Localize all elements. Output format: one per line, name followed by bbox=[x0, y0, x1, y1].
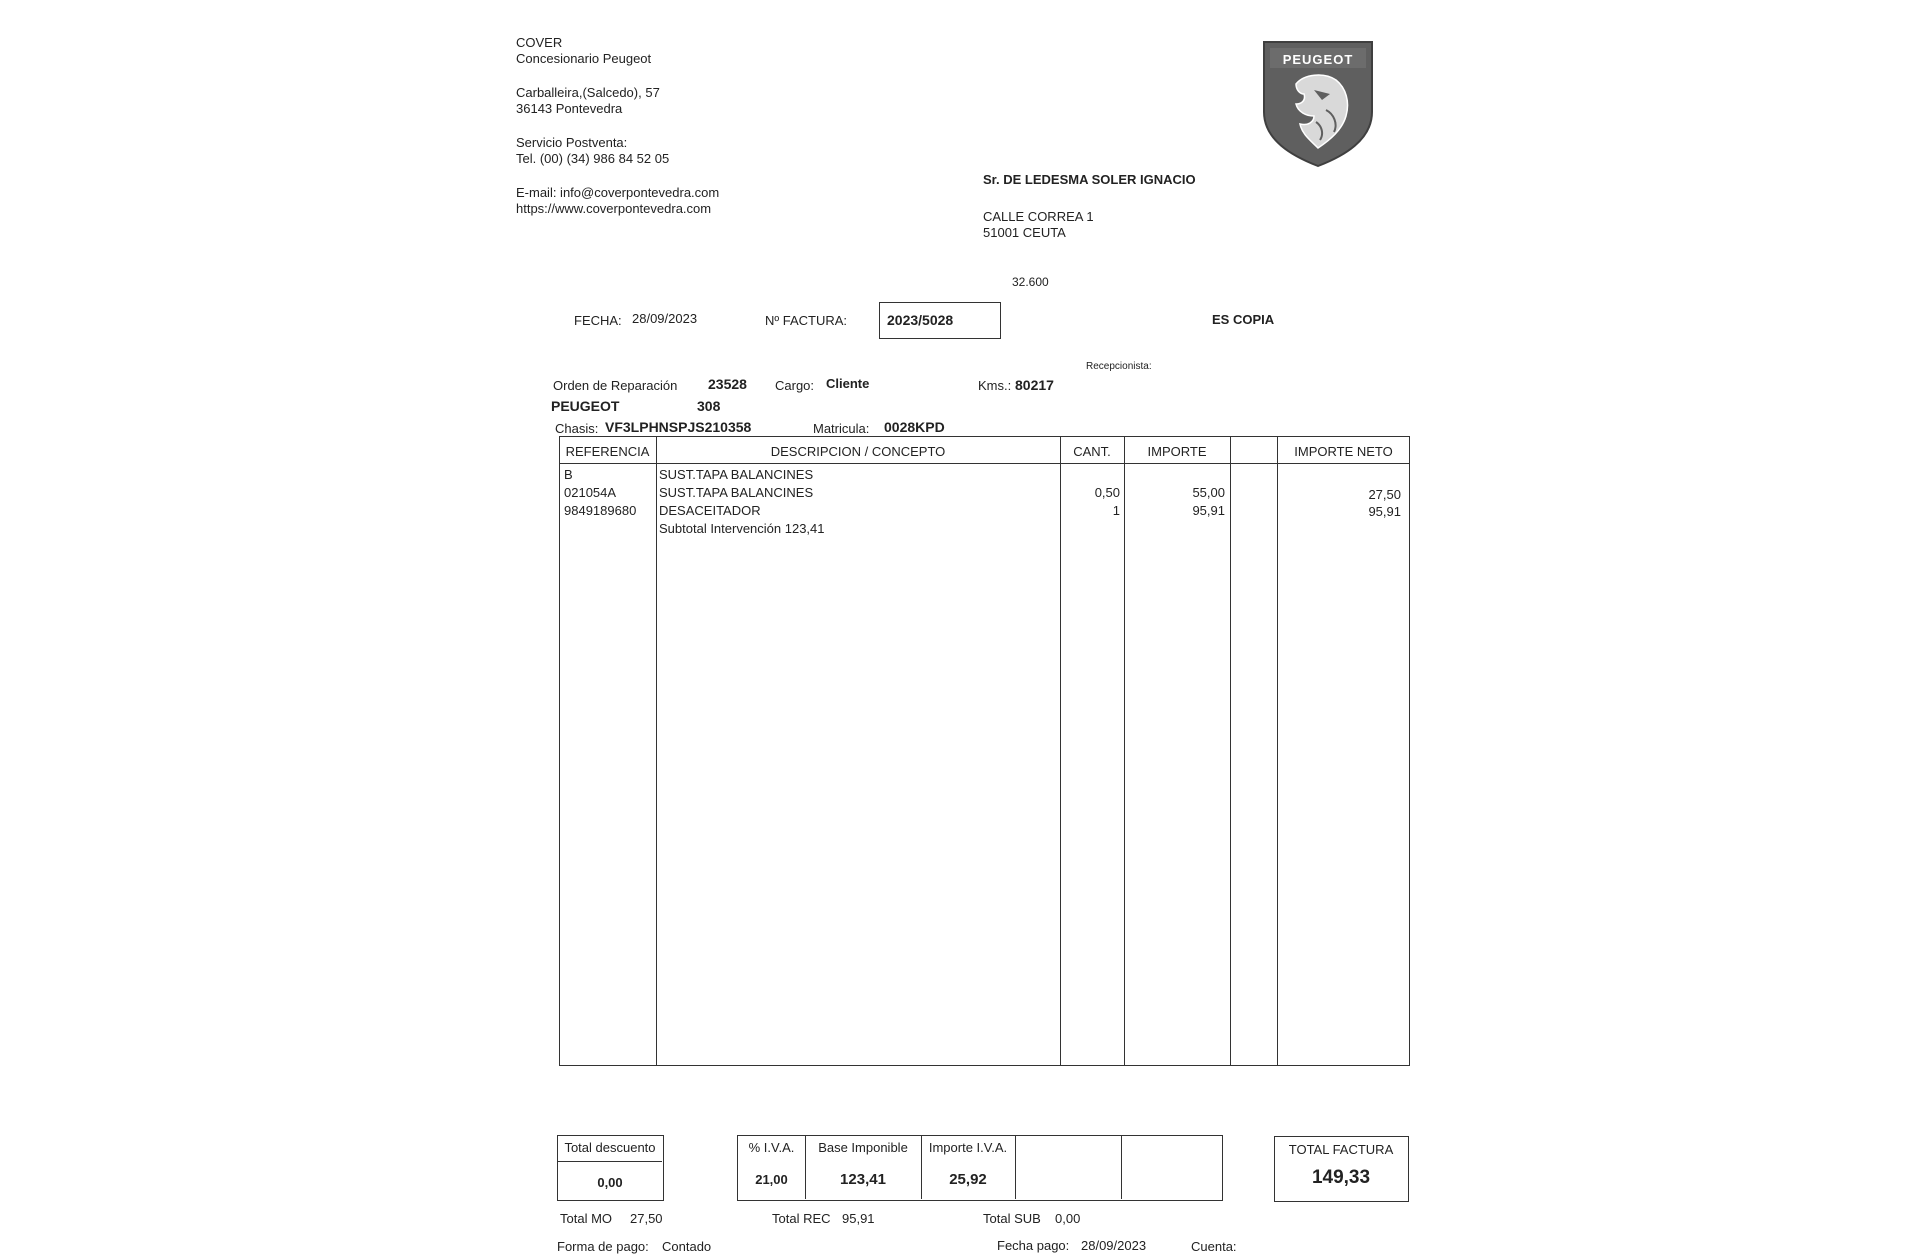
total-value: 149,33 bbox=[1311, 1167, 1371, 1188]
customer-code: 32.600 bbox=[1012, 275, 1049, 289]
col-divider-5 bbox=[1277, 436, 1278, 1066]
row-2-amount: 55,00 bbox=[1192, 485, 1225, 500]
dealer-website: https://www.coverpontevedra.com bbox=[516, 201, 712, 216]
col-divider-3 bbox=[1124, 436, 1125, 1066]
invoice-number: 2023/5028 bbox=[887, 312, 954, 328]
payment-label: Forma de pago: bbox=[557, 1239, 649, 1254]
date-label: FECHA: bbox=[574, 313, 622, 328]
total-rec-value: 95,91 bbox=[842, 1211, 875, 1226]
total-sub-label: Total SUB bbox=[983, 1211, 1041, 1226]
row-2-qty: 0,50 bbox=[1094, 485, 1120, 500]
dealer-address-1: Carballeira,(Salcedo), 57 bbox=[516, 85, 660, 100]
total-mo-value: 27,50 bbox=[630, 1211, 663, 1226]
vehicle-model: 308 bbox=[697, 398, 721, 414]
dealer-email: E-mail: info@coverpontevedra.com bbox=[516, 185, 720, 200]
peugeot-logo-icon bbox=[1256, 36, 1380, 168]
receptionist-label: Recepcionista: bbox=[1086, 361, 1152, 372]
base-label: Base Imponible bbox=[818, 1140, 908, 1155]
total-mo-label: Total MO bbox=[560, 1211, 613, 1226]
table-header-divider bbox=[559, 463, 1410, 464]
dealer-subtitle: Concesionario Peugeot bbox=[516, 51, 652, 66]
header-importe-neto: IMPORTE NETO bbox=[1294, 444, 1393, 459]
invoice-number-box bbox=[879, 302, 1001, 339]
vehicle-brand: PEUGEOT bbox=[551, 398, 620, 414]
row-3-net: 95,91 bbox=[1368, 504, 1401, 519]
discount-divider bbox=[558, 1161, 662, 1162]
col-divider-2 bbox=[1060, 436, 1061, 1066]
tax-col-3 bbox=[1015, 1136, 1016, 1199]
row-3-qty: 1 bbox=[1112, 503, 1120, 518]
dealer-address-2: 36143 Pontevedra bbox=[516, 101, 623, 116]
payment-value: Contado bbox=[662, 1239, 712, 1254]
cargo-value: Cliente bbox=[826, 376, 870, 391]
cargo-label: Cargo: bbox=[775, 378, 815, 393]
chassis-value: VF3LPHNSPJS210358 bbox=[605, 419, 752, 435]
row-2-desc: SUST.TAPA BALANCINES bbox=[659, 485, 814, 500]
account-label: Cuenta: bbox=[1191, 1239, 1237, 1254]
row-4-subtotal: Subtotal Intervención 123,41 bbox=[659, 521, 825, 536]
header-cantidad: CANT. bbox=[1073, 444, 1111, 459]
discount-label: Total descuento bbox=[564, 1140, 656, 1155]
total-box bbox=[1274, 1136, 1409, 1202]
copy-label: ES COPIA bbox=[1212, 312, 1275, 327]
dealer-name: COVER bbox=[516, 35, 563, 50]
chassis-label: Chasis: bbox=[555, 421, 599, 436]
row-3-desc: DESACEITADOR bbox=[659, 503, 761, 518]
base-value: 123,41 bbox=[840, 1171, 886, 1188]
kms-value: 80217 bbox=[1015, 377, 1054, 393]
customer-street: CALLE CORREA 1 bbox=[983, 209, 1094, 224]
discount-value: 0,00 bbox=[597, 1175, 623, 1190]
row-2-ref: 021054A bbox=[564, 485, 617, 500]
total-rec-label: Total REC bbox=[772, 1211, 831, 1226]
row-2-net: 27,50 bbox=[1368, 487, 1401, 502]
logo-text: PEUGEOT bbox=[1282, 52, 1354, 67]
discount-box bbox=[557, 1135, 664, 1201]
col-divider-1 bbox=[656, 436, 657, 1066]
iva-pct-label: % I.V.A. bbox=[748, 1140, 795, 1155]
invoice-date: 28/09/2023 bbox=[632, 311, 698, 326]
row-3-amount: 95,91 bbox=[1192, 503, 1225, 518]
repair-order-label: Orden de Reparación bbox=[553, 378, 678, 393]
header-referencia: REFERENCIA bbox=[565, 444, 650, 459]
repair-order-number: 23528 bbox=[708, 376, 747, 392]
row-1-ref: B bbox=[564, 467, 573, 482]
dealer-service-label: Servicio Postventa: bbox=[516, 135, 628, 150]
plate-label: Matricula: bbox=[813, 421, 870, 436]
payment-date-label: Fecha pago: bbox=[997, 1238, 1070, 1253]
header-importe: IMPORTE bbox=[1147, 444, 1207, 459]
kms-label: Kms.: bbox=[978, 378, 1012, 393]
total-label: TOTAL FACTURA bbox=[1288, 1142, 1394, 1157]
header-descripcion: DESCRIPCION / CONCEPTO bbox=[770, 444, 946, 459]
header-blank bbox=[1230, 442, 1277, 462]
iva-pct-value: 21,00 bbox=[755, 1172, 788, 1187]
iva-amount-value: 25,92 bbox=[949, 1171, 987, 1188]
tax-box bbox=[737, 1135, 1223, 1201]
dealer-phone: Tel. (00) (34) 986 84 52 05 bbox=[516, 151, 670, 166]
row-1-desc: SUST.TAPA BALANCINES bbox=[659, 467, 814, 482]
customer-city: 51001 CEUTA bbox=[983, 225, 1066, 240]
invoice-number-label: Nº FACTURA: bbox=[765, 313, 848, 328]
payment-date-value: 28/09/2023 bbox=[1081, 1238, 1147, 1253]
customer-name: Sr. DE LEDESMA SOLER IGNACIO bbox=[983, 172, 1196, 187]
tax-col-4 bbox=[1121, 1136, 1122, 1199]
row-3-ref: 9849189680 bbox=[564, 503, 637, 518]
col-divider-4 bbox=[1230, 436, 1231, 1066]
total-sub-value: 0,00 bbox=[1055, 1211, 1081, 1226]
iva-amount-label: Importe I.V.A. bbox=[928, 1140, 1008, 1155]
plate-value: 0028KPD bbox=[884, 419, 945, 435]
